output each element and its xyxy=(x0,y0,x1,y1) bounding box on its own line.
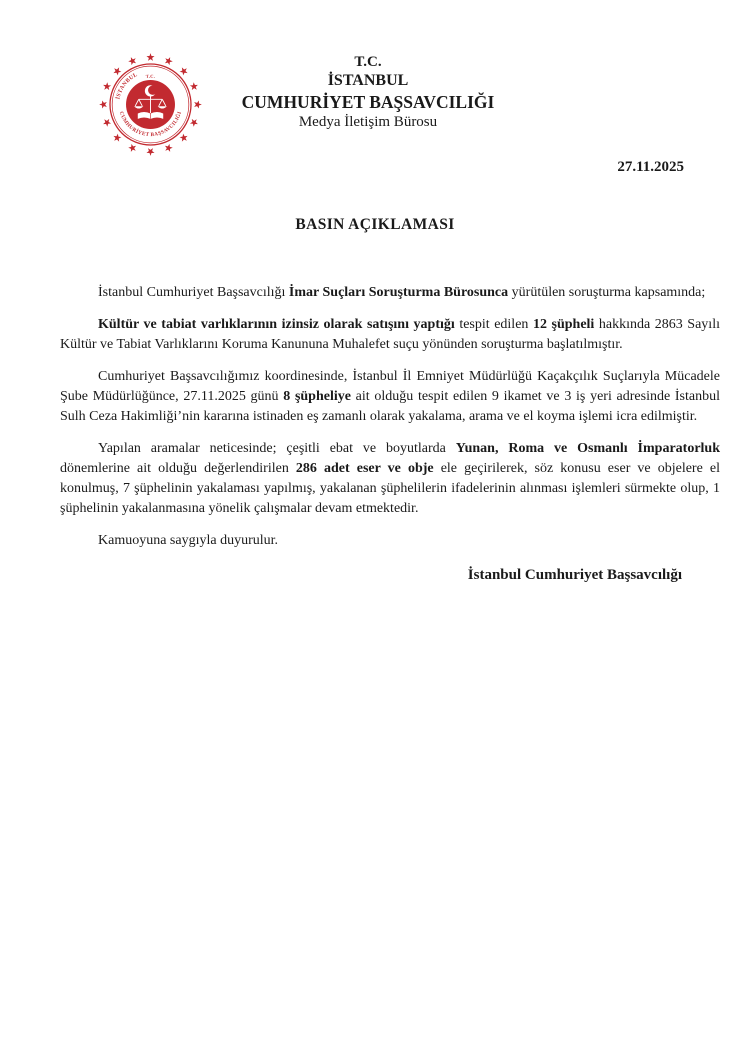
paragraph-investigation: Kültür ve tabiat varlıklarının izinsiz olarak satışını yaptığı tespit edilen 12 şüpheli hakkında 2863 Sayılı Kültür ve Tabiat Varlıklarını Koruma Kanununa Muhalefet suçu yönünden soruşturma başlatılmıştır. xyxy=(60,317,720,353)
seal-tc-text: T.C. xyxy=(145,73,156,80)
letterhead-bureau: Medya İletişim Bürosu xyxy=(298,113,438,130)
paragraph-operation: Cumhuriyet Başsavcılığımız koordinesinde, İstanbul İl Emniyet Müdürlüğü Kaçakçılık Suçlarıyla Mücadele Şube Müdürlüğünce, 27.11.2025 günü 8 şüpheliye ait olduğu tespit edilen 9 ikamet ve 3 iş yeri adresinde İstanbul Sulh Ceza Hakimliği’nin kararına istinaden eş zamanlı olarak yakalama, arama ve el koyma işlemi icra edilmiştir. xyxy=(60,369,720,425)
letterhead-country: T.C. xyxy=(354,54,382,70)
letterhead-city: İSTANBUL xyxy=(327,72,409,90)
closing-line: Kamuoyuna saygıyla duyurulur. xyxy=(98,533,279,549)
signature-line: İstanbul Cumhuriyet Başsavcılığı xyxy=(467,567,682,584)
letterhead-text xyxy=(0,0,743,131)
document-date: 27.11.2025 xyxy=(617,159,684,176)
document-body xyxy=(60,283,720,585)
paragraph-results: Yapılan aramalar neticesinde; çeşitli ebat ve boyutlarda Yunan, Roma ve Osmanlı İmparatorluk dönemlerine ait olduğu değerlendirilen 286 adet eser ve obje ele geçirilerek, söz konusu eser ve objelere el konulmuş, 7 şüphelinin yakalaması yapılmış, yakalanan şüphelilerin ifadelerinin alınması işlemleri sürmekte olup, 1 şüphelinin yakalanmasına yönelik çalışmalar devam etmektedir. xyxy=(60,441,721,517)
letterhead-office: CUMHURİYET BAŞSAVCILIĞI xyxy=(241,91,495,112)
document-title: BASIN AÇIKLAMASI xyxy=(295,216,455,234)
paragraph-intro: İstanbul Cumhuriyet Başsavcılığı İmar Suçları Soruşturma Bürosunca yürütülen soruşturma kapsamında; xyxy=(98,285,706,301)
seal-city-text: İSTANBUL xyxy=(115,71,139,100)
seal-office-text: CUMHURİYET BAŞSAVCILIĞI xyxy=(117,110,184,139)
letterhead xyxy=(0,0,750,139)
date-row xyxy=(0,159,750,176)
